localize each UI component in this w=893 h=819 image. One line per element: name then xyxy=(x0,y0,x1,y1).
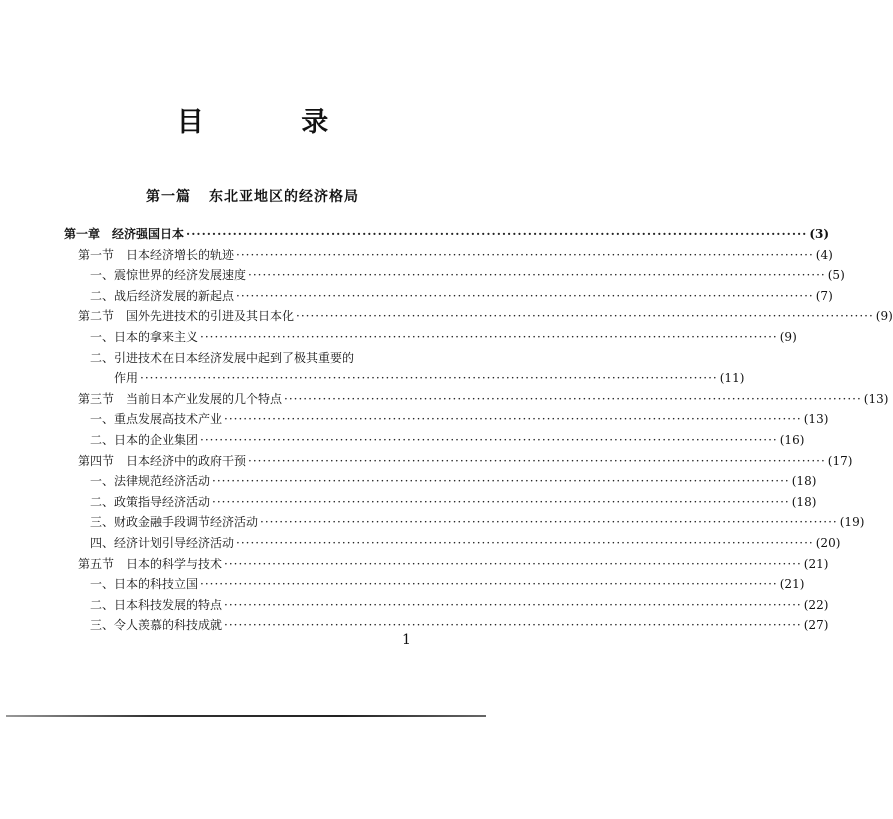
toc-entry-item xyxy=(90,267,845,283)
toc-entry-text: 一、震惊世界的经济发展速度 xyxy=(90,268,247,282)
toc-entry-text: 四、经济计划引导经济活动 xyxy=(90,536,235,550)
toc-entry-label xyxy=(64,226,184,242)
toc-entry-item xyxy=(90,288,833,304)
toc-entry-page: (19) xyxy=(839,515,865,529)
toc-entry-cont xyxy=(114,370,745,386)
toc-entry-item xyxy=(90,535,841,551)
toc-entry-text: 一、日本的拿来主义 xyxy=(90,330,199,344)
toc-entry-number: 第三节 xyxy=(78,392,115,406)
toc-entry-page: (18) xyxy=(791,474,817,488)
leader-dots: ························································································································ xyxy=(212,474,790,488)
toc-entry-label xyxy=(90,432,198,448)
leader-dots: ························································································································ xyxy=(140,371,718,385)
leader-dots: ························································································································ xyxy=(212,495,790,509)
toc-entry-section xyxy=(78,453,853,469)
part-number: 第一篇 xyxy=(146,189,191,205)
toc-entry-label xyxy=(90,411,222,427)
toc-entry-chapter xyxy=(64,226,830,242)
toc-entry-text: 二、日本科技发展的特点 xyxy=(90,598,223,612)
toc-entry-label xyxy=(90,535,234,551)
toc-entry-label xyxy=(90,617,222,633)
toc-entry-item xyxy=(90,411,829,427)
leader-dots: ························································································································ xyxy=(200,577,778,591)
toc-entry-page: (11) xyxy=(719,371,745,385)
toc-entry-item xyxy=(90,473,817,489)
toc-entry-label xyxy=(78,556,222,572)
toc-entry-label xyxy=(90,514,258,530)
toc-entry-section xyxy=(78,556,829,572)
leader-dots: ························································································································ xyxy=(260,515,838,529)
toc-entry-text: 三、财政金融手段调节经济活动 xyxy=(90,515,259,529)
toc-entry-page: (17) xyxy=(827,454,853,468)
toc-entry-label xyxy=(78,391,282,407)
part-name: 东北亚地区的经济格局 xyxy=(209,189,359,205)
toc-entry-label xyxy=(90,473,210,489)
toc-entry-section xyxy=(78,308,893,324)
leader-dots: ························································································································ xyxy=(224,412,802,426)
leader-dots: ························································································································ xyxy=(200,433,778,447)
toc-entry-text: 作用 xyxy=(114,371,139,385)
leader-dots: ························································································································ xyxy=(248,454,826,468)
toc-entry-label xyxy=(90,288,234,304)
leader-dots: ························································································································ xyxy=(224,557,802,571)
toc-entry-item xyxy=(90,617,829,633)
toc-entry-item xyxy=(90,576,805,592)
page-number: 1 xyxy=(402,632,411,648)
toc-entry-item xyxy=(90,597,829,613)
toc-entry-text: 当前日本产业发展的几个特点 xyxy=(126,392,283,406)
toc-entry-text: 一、日本的科技立国 xyxy=(90,577,199,591)
toc-entry-page: (21) xyxy=(779,577,805,591)
leader-dots: ························································································································ xyxy=(236,536,814,550)
toc-entry-text: 二、引进技术在日本经济发展中起到了极其重要的 xyxy=(90,351,355,365)
toc-entry-label xyxy=(90,576,198,592)
leader-dots: ························································································································ xyxy=(248,268,826,282)
toc-entry-section xyxy=(78,391,889,407)
toc-entry-text: 二、政策指导经济活动 xyxy=(90,495,211,509)
toc-entry-item xyxy=(90,514,865,530)
toc-entry-text: 日本经济增长的轨迹 xyxy=(126,248,235,262)
toc-entry-page: (5) xyxy=(827,268,845,282)
toc-entry-page: (3) xyxy=(809,227,830,241)
toc-entry-page: (9) xyxy=(875,309,893,323)
toc-entry-page: (21) xyxy=(803,557,829,571)
toc-entry-label xyxy=(114,370,138,386)
toc-entry-item xyxy=(90,494,817,510)
toc-entry-number: 第五节 xyxy=(78,557,115,571)
leader-dots: ························································································································ xyxy=(224,598,802,612)
toc-entry-number: 第一节 xyxy=(78,248,115,262)
toc-entry-number: 第一章 xyxy=(64,227,101,241)
toc-entry-text: 经济强国日本 xyxy=(112,227,185,241)
toc-entry-page: (20) xyxy=(815,536,841,550)
toc-entry-label xyxy=(90,267,246,283)
toc-entry-section xyxy=(78,247,833,263)
toc-entry-label xyxy=(78,308,294,324)
toc-title: 目 录 xyxy=(176,107,373,138)
toc-entry-text: 二、日本的企业集团 xyxy=(90,433,199,447)
toc-entry-page: (16) xyxy=(779,433,805,447)
toc-entry-number: 第四节 xyxy=(78,454,115,468)
toc-entry-page: (7) xyxy=(815,289,833,303)
toc-entry-page: (13) xyxy=(803,412,829,426)
toc-entry-label xyxy=(78,453,246,469)
part-heading xyxy=(0,186,505,206)
leader-dots: ························································································································ xyxy=(236,289,814,303)
toc-entry-page: (4) xyxy=(815,248,833,262)
toc-entry-text: 二、战后经济发展的新起点 xyxy=(90,289,235,303)
leader-dots: ························································································································ xyxy=(224,618,802,632)
leader-dots: ························································································································ xyxy=(236,248,814,262)
leader-dots: ························································································································ xyxy=(284,392,862,406)
toc-entry-label xyxy=(90,597,222,613)
toc-entry-item xyxy=(90,432,805,448)
toc-entry-page: (18) xyxy=(791,495,817,509)
toc-entry-page: (27) xyxy=(803,618,829,632)
toc-entry-label xyxy=(90,494,210,510)
toc-entry-text: 国外先进技术的引进及其日本化 xyxy=(126,309,295,323)
leader-dots: ························································································································ xyxy=(200,330,778,344)
toc-entry-text: 日本的科学与技术 xyxy=(126,557,223,571)
toc-entry-label xyxy=(90,329,198,345)
toc-entry-text: 三、令人羡慕的科技成就 xyxy=(90,618,223,632)
toc-entry-page: (22) xyxy=(803,598,829,612)
toc-entry-page: (9) xyxy=(779,330,797,344)
toc-entry-page: (13) xyxy=(863,392,889,406)
toc-entry-number: 第二节 xyxy=(78,309,115,323)
toc-entry-text: 一、重点发展高技术产业 xyxy=(90,412,223,426)
toc-entry-item xyxy=(90,329,797,345)
leader-dots: ························································································································ xyxy=(296,309,874,323)
scan-edge-line xyxy=(6,715,486,717)
toc-entry-label xyxy=(78,247,234,263)
leader-dots: ························································································································ xyxy=(186,227,808,241)
toc-entry-text: 一、法律规范经济活动 xyxy=(90,474,211,488)
toc-entry-text: 日本经济中的政府干预 xyxy=(126,454,247,468)
